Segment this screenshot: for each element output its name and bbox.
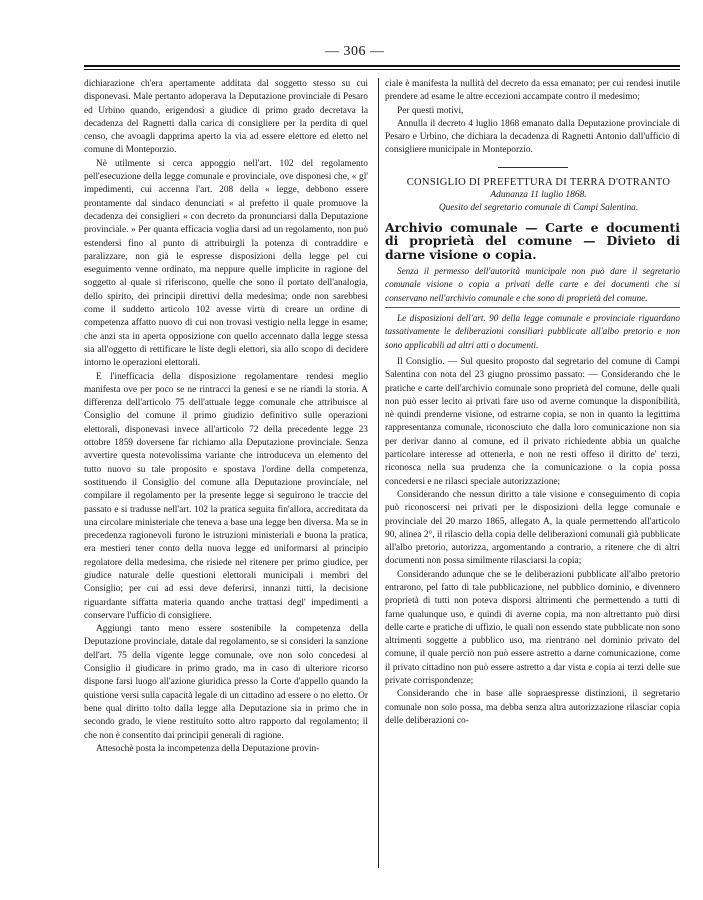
header-rule-thick bbox=[84, 65, 680, 67]
article-heading: Archivio comunale — Carte e documenti di proprietà del comune — Divieto di darne visione o copia. bbox=[385, 219, 680, 262]
page-number: — 306 — bbox=[325, 44, 385, 59]
header-rule-thin bbox=[84, 69, 680, 70]
question-line: Quesito del segretario comunale di Campi Salentina. bbox=[438, 203, 639, 214]
right-paragraph: ciale è manifesta la nullità del decreto da essa emanato; per cui rendesi inutile prendere ad esame le altre eccezioni accampate contro il medesimo; bbox=[385, 79, 680, 103]
session-date: Adunanza 11 luglio 1868. bbox=[490, 190, 587, 201]
maxim-text: Le disposizioni dell'art. 90 della legge comunale e provinciale riguardano tassativamente le deliberazioni consiliari pubblicate all'albo pretorio e non sono applicabili ad altri atti o documenti. bbox=[385, 313, 680, 350]
right-paragraph: Considerando che nessun diritto a tale visione e conseguimento di copia può riconoscersi nei privati per le disposizioni della legge comunale e provinciale del 20 marzo 1865, allegato A, la quale permettendo all'articolo 90, alinea 2°, il rilascio della copia delle deliberazioni comunali già pubblicate all'albo pretorio, autorizza, argomentando a contrario, a ritenere che di altri documenti non possa similmente rilasciarsi la copia; bbox=[385, 489, 680, 567]
left-column bbox=[84, 78, 368, 756]
right-paragraph: Considerando adunque che se le deliberazioni pubblicate all'albo pretorio entrarono, pel fatto di tale pubblicazione, nel pubblico dominio, e divennero proprietà di tutti non poteva disporsi altrimenti che permettendo a tutti di farne qualunque uso, e quindi di averne copia, ma non altrettanto può dirsi delle carte e pratiche di uffizio, le quali non essendo state pubblicate non sono altrimenti soggette a pubblico uso, ma rientrano nel dominio privato del comune, il quale perciò non può essere astretto a darne comunicazione, come il privato cittadino non può essere astretto a dar vista e copia ai terzi delle sue private corrispondenze; bbox=[385, 569, 680, 687]
maxim-separator bbox=[385, 307, 680, 308]
right-column bbox=[385, 78, 680, 728]
left-paragraph: Aggiungi tanto meno essere sostenibile la competenza della Deputazione provinciale, datale dal regolamento, se si consideri la sanzione dell'art. 75 della vigente legge comunale, ove non solo concedesi al Consiglio il giudicare in primo grado, ma in caso di ulteriore ricorso dispone farsi luogo all'azione giuridica presso la Corte d'appello quando la quistione versi sulla capacità legale di un cittadino ad essere o no eletto. Or bene qual diritto tolto dalla legge alla Deputazione sia in primo che in secondo grado, le viene restituito sotto altro rapporto dal regolamento; il che non è consentito dai principii generali di ragione. bbox=[84, 624, 369, 741]
right-paragraph: Annulla il decreto 4 luglio 1868 emanato dalla Deputazione provinciale di Pesaro e Urbino, che dichiara la decadenza di Ragnetti Antonio dall'ufficio di consigliere municipale in Monteporzio. bbox=[385, 118, 680, 156]
left-paragraph: Nè utilmente si cerca appoggio nell'art. 102 del regolamento pell'esecuzione della legge comunale e provinciale, ove disponesi che, « gl' impedimenti, cui accenna l'art. 208 della « legge, debbono essere prontamente dal sindaco denunciati « al prefetto il quale promuove la decadenza dei consiglieri « con decreto da pronunciarsi dalla Deputazione provinciale. » Per quanta efficacia voglia darsi ad un regolamento, non può estendersi fino al punto di attribuirgli la potenza di contraddire e paralizzare, non già le espresse disposizioni della legge pel cui eseguimento venne ordinato, ma neppure quelle implicite in ragione del soggetto al quale si riferiscono, quelle che sono il portato dell'analogia, dello spirito, dei principii direttivi della medesima; onde non sarebbesi come il suddetto articolo 102 avesse virtù di creare un ordine di competenza affatto nuovo di cui non trovasi vestigio nella legge in esame; che anzi sta in aperta opposizione con quello accennato dalla legge stessa sia all'oggetto di rettificare le liste degli elettori, sia allo scopo di decidere intorno le operazioni elettorali. bbox=[84, 158, 368, 369]
left-paragraph: dichiarazione ch'era apertamente additata dal soggetto stesso su cui disponevasi. Male pertanto adoperava la Deputazione provinciale di Pesaro ed Urbino quando, erigendosi a giudice di primo grado decretava la decadenza del Ragnetti dalla carica di consigliere per la perdita di quel censo, che avoagli dapprima aperto la via ad essere elettore ed eletto nel comune di Monteporzio. bbox=[84, 79, 368, 156]
right-paragraph: Il Consiglio. — Sul quesito proposto dal segretario del comune di Campi Salentina con nota del 23 giugno prossimo passato: — Considerando che le pratiche e carte dell'archivio comunale sono proprietà del comune, delle quali non può esser lecito ai privati fare uso od averne comunque la disponibilità, nè quindi prenderne visione, od estrarne copia, se non in quanto la legittima rappresentanza comunale, riconosciuto che dalla loro comunicazione non sia per derivar danno al comune, ed il privato richiedente abbia un qualche particolare interesse ad ottenerla, e non ne resti offeso il diritto de' terzi, riconosca nella sua prudenza che la comunicazione o la copia possa concedersi e ne rilasci speciale autorizzazione; bbox=[385, 356, 680, 487]
section-separator bbox=[498, 167, 568, 168]
maxim-text: Senza il permesso dell'autorità municipale non può dare il segretario comunale visione o copia a privati delle carte e dei documenti che si conservano nell'archivio comunale e che sono di proprietà del comune. bbox=[385, 266, 680, 303]
right-paragraph: Per questi motivi, bbox=[397, 105, 464, 116]
column-divider bbox=[378, 78, 379, 868]
left-paragraph: Attesochè posta la incompetenza della Deputazione provin- bbox=[96, 743, 320, 754]
left-paragraph: E l'inefficacia della disposizione regolamentare rendesi meglio manifesta ove per poco se ne rintracci la genesi e se ne riandi la storia. A differenza dell'articolo 75 dell'attuale legge comunale che attribuisce al Consiglio del comune il primo giudizio definitivo sulle operazioni elettorali, disponevasi invece all'articolo 72 della precedente legge 23 ottobre 1859 doversene far richiamo alla Deputazione provinciale. Senza avvertire questa notevolissima variante che introduceva un elemento del tutto nuovo su tale proposito e spostava l'ordine della competenza, sostituendo il Consiglio del comune alla Deputazione provinciale, nel compilare il regolamento per la presente legge si seguirono le traccie del passato e si tradusse nell'art. 102 la pratica seguita fin'allora, accreditata da una circolare ministeriale che teneva a base una legge ben diversa. Ma se in precedenza ragionevoli furono le istruzioni ministeriali e buona la pratica, era mestieri tener conto della nuova legge ed uniformarsi al principio regolatore della medesima, che risiede nel ritenere per primo giudice, per giudice naturale delle questioni elettorali municipali i membri del Consiglio; per cui ad essi deve deferirsi, innanzi tutti, la decisione riguardante siffatta materia quando anche trattasi degl' impedimenti a conservare l'ufficio di consigliere. bbox=[84, 371, 368, 621]
right-paragraph: Considerando che in base alle sopraespresse distinzioni, il segretario comunale non solo possa, ma debba senza altra autorizzazione rilasciar copia delle deliberazioni co- bbox=[385, 689, 680, 726]
section-title: CONSIGLIO DI PREFETTURA DI TERRA D'OTRANTO bbox=[406, 176, 671, 188]
